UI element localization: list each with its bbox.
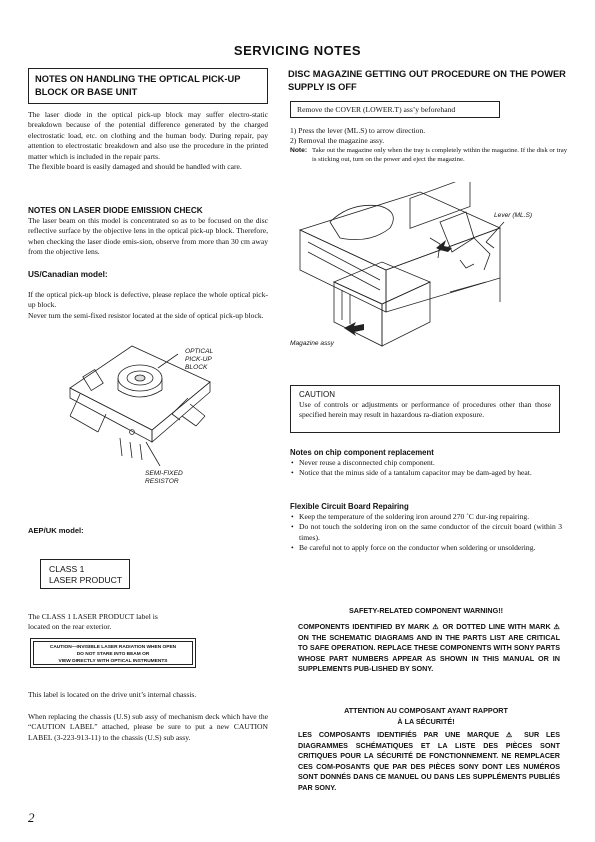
pickup-label-line: OPTICAL (185, 348, 214, 355)
class1-line: CLASS 1 (49, 564, 85, 574)
handling-paragraph: The laser diode in the optical pick-up block may suffer electro-static breakdown because of the potential difference generated by the charged electrostatic load, etc. on clothing and the human body. During repair, pay attention to electrostatic breakdown and also use the procedure in the printed matter which is included in the repair parts. (28, 110, 268, 161)
list-item: • Notice that the minus side of a tantalum capacitor may be dam-aged by heat. (290, 468, 562, 478)
attention-heading-line: À LA SÉCURITÉ! (397, 716, 455, 726)
note-block (290, 147, 570, 165)
remove-cover-box (290, 101, 500, 118)
class1-line: LASER PRODUCT (49, 575, 123, 585)
page-number: 2 (28, 810, 35, 825)
note-text: Take out the magazine only when the tray is completely within the magazine. If the disk or tray is sticking out, turn on the power and eject the magazine. (312, 147, 568, 163)
pickup-block-label (185, 348, 213, 372)
semi-fixed-resistor-label (145, 470, 183, 486)
list-item: • Be careful not to apply force on the conductor when soldering or unsoldering. (290, 543, 562, 553)
us-paragraph: If the optical pick-up block is defective, please replace the whole optical pick-up block. (28, 290, 268, 310)
caution-label-line: CAUTION—INVISIBLE LASER RADIATION WHEN OPEN (49, 645, 177, 650)
class1-laser-label (40, 559, 130, 589)
us-paragraph: Never turn the semi-fixed resistor located at the side of optical pick-up block. (28, 310, 264, 320)
emission-heading: NOTES ON LASER DIODE EMISSION CHECK (28, 206, 203, 215)
handling-paragraph: The flexible board is easily damaged and should be handled with care. (28, 162, 242, 172)
class1-text (28, 612, 268, 633)
chip-heading: Notes on chip component replacement (290, 448, 434, 457)
class1-text-line: located on the rear exterior. (28, 622, 112, 632)
resistor-label-line: SEMI-FIXED (145, 470, 183, 477)
chip-list (290, 458, 562, 479)
note-label: Note: (290, 147, 308, 154)
procedure-steps (290, 126, 570, 147)
caution-label-line: DO NOT STARE INTO BEAM OR (76, 652, 150, 658)
us-model-text (28, 290, 268, 321)
handling-notes-heading: NOTES ON HANDLING THE OPTICAL PICK-UP BLOCK OR BASE UNIT (35, 74, 241, 97)
caution-label-line: VIEW DIRECTLY WITH OPTICAL INSTRUMENTS (58, 659, 168, 665)
magazine-assy-label: Magazine assy (290, 340, 334, 347)
list-item: • Never reuse a disconnected chip component. (290, 458, 562, 468)
list-item: • Keep the temperature of the soldering iron around 270 ˚C dur-ing repairing. (290, 512, 562, 522)
attention-heading (290, 706, 562, 727)
caution-laser-label (30, 638, 196, 668)
safety-heading: SAFETY-RELATED COMPONENT WARNING!! (349, 606, 503, 615)
safety-text: COMPONENTS IDENTIFIED BY MARK ⚠ OR DOTTED LINE WITH MARK ⚠ ON THE SCHEMATIC DIAGRAMS AND IN THE PARTS LIST ARE CRITICAL TO SAFE OPERATION. REPLACE THESE COMPONENTS WITH SONY PARTS WHOSE PART NUMBERS APPEAR AS SHOWN IN THIS MANUAL OR IN SUPPLEMENTS PUB-LISHED BY SONY. (298, 622, 560, 674)
emission-text: The laser beam on this model is concentrated so as to be focused on the disc reflective surface by the objective lens in the optical pick-up block. Therefore, when checking the laser diode emis-sion, observe from more than 30 cm away from the objective lens. (28, 216, 268, 257)
replace-chassis-text: When replacing the chassis (U.S) sub assy of mechanism deck which have the “CAUTION LABEL” attached, please be sure to put a new CAUTION LABEL (3-223-913-11) to the chassis (U.S) sub assy. (28, 712, 268, 742)
attention-text: LES COMPOSANTS IDENTIFIÉS PAR UNE MARQUE ⚠ SUR LES DIAGRAMMES SCHÉMATIQUES ET LA LISTE DES PIÈCES SONT CRITIQUES POUR LA SÉCURITÉ DE FONCTIONNEMENT. NE REMPLACER CES COM-POSANTS QUE PAR DES PIÈCES SONY DONT LES NUMÉROS SONT DONNÉS DANS CE MANUEL OU DANS LES SUPPLÉMENTS PUBLIÉS PAR SONY. (298, 730, 560, 792)
class1-text-line: The CLASS 1 LASER PRODUCT label is (28, 612, 158, 621)
list-item: • Do not touch the soldering iron on the same conductor of the circuit board (within 3 times). (290, 522, 562, 543)
flex-list (290, 512, 562, 554)
flex-heading: Flexible Circuit Board Repairing (290, 502, 409, 511)
us-model-heading: US/Canadian model: (28, 270, 108, 279)
step-item: 2) Removal the magazine assy. (290, 136, 385, 146)
remove-cover-text: Remove the COVER (LOWER.T) ass’y beforehand (297, 105, 456, 114)
page-title: SERVICING NOTES (233, 43, 362, 58)
caution-title: CAUTION (299, 390, 335, 399)
caution-text: Use of controls or adjustments or performance of procedures other than those specified herein may result in hazardous ra-diation exposure. (299, 400, 551, 420)
handling-notes-box (28, 68, 268, 104)
step-item: 1) Press the lever (ML.S) to arrow direction. (290, 126, 426, 135)
aep-uk-heading: AEP/UK model: (28, 526, 84, 535)
caution-box (290, 385, 560, 433)
lever-label: Lever (ML.S) (494, 212, 533, 219)
pickup-label-line: BLOCK (185, 364, 208, 371)
disc-magazine-heading: DISC MAGAZINE GETTING OUT PROCEDURE ON THE POWER SUPPLY IS OFF (288, 69, 566, 92)
attention-heading-line: ATTENTION AU COMPOSANT AYANT RAPPORT (344, 706, 508, 715)
handling-text (28, 110, 268, 172)
chassis-label-text: This label is located on the drive unit’s internal chassis. (28, 690, 197, 699)
resistor-label-line: RESISTOR (145, 478, 179, 485)
magazine-removal-illustration (290, 182, 570, 354)
pickup-label-line: PICK-UP (185, 356, 212, 363)
